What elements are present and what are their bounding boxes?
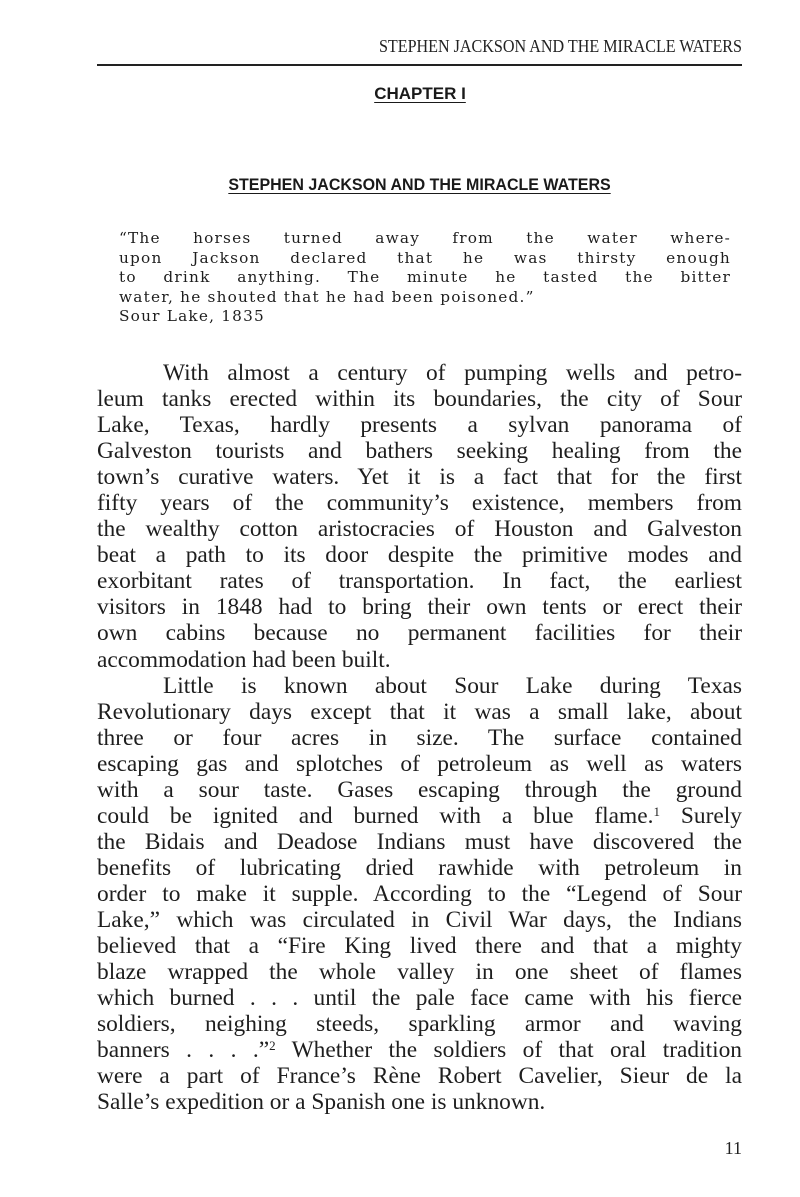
text-segment: Surely (680, 802, 742, 829)
text-line (97, 1037, 742, 1063)
text-line: with a sour taste. Gases escaping through the ground (97, 776, 742, 803)
text-line (97, 803, 742, 829)
paragraph (97, 360, 742, 673)
epigraph-attribution: Sour Lake, 1835 (119, 307, 265, 326)
text-line: Little is known about Sour Lake during Texas (163, 672, 742, 699)
text-line: fifty years of the community’s existence, members from (97, 490, 742, 517)
page-number: 11 (724, 1138, 742, 1158)
paragraph (97, 673, 742, 1116)
text-line: benefits of lubricating dried rawhide with petroleum in (97, 854, 742, 881)
epigraph-line: “The horses turned away from the water where- (119, 229, 731, 247)
text-line: Salle’s expedition or a Spanish one is unknown. (97, 1089, 546, 1116)
text-line: town’s curative waters. Yet it is a fact that for the first (97, 464, 742, 491)
text-line: which burned . . . until the pale face came with his fierce (97, 985, 742, 1012)
text-line: blaze wrapped the whole valley in one sheet of flames (97, 959, 742, 986)
text-line: visitors in 1848 had to bring their own tents or erect their (97, 594, 742, 621)
text-segment: banners . . . .” (97, 1037, 270, 1064)
epigraph-line: water, he shouted that he had been poisoned.” (119, 287, 535, 306)
text-line: escaping gas and splotches of petroleum as well as waters (97, 750, 742, 777)
running-header: STEPHEN JACKSON AND THE MIRACLE WATERS (378, 36, 742, 56)
text-line: the wealthy cotton aristocracies of Houston and Galveston (97, 516, 742, 543)
text-line: With almost a century of pumping wells and petro- (163, 360, 742, 386)
text-line: Lake, Texas, hardly presents a sylvan panorama of (97, 412, 742, 439)
text-line: exorbitant rates of transportation. In fact, the earliest (97, 568, 742, 595)
footnote-ref-1[interactable]: 1 (653, 803, 660, 819)
epigraph-line: upon Jackson declared that he was thirsty enough (119, 248, 731, 267)
epigraph-line: to drink anything. The minute he tasted the bitter (119, 268, 731, 287)
text-line: the Bidais and Deadose Indians must have discovered the (97, 828, 742, 855)
body-text (97, 360, 742, 1115)
text-line: beat a path to its door despite the primitive modes and (97, 542, 742, 569)
text-line: Revolutionary days except that it was a small lake, about (97, 698, 742, 725)
text-line: order to make it supple. According to the “Legend of Sour (97, 880, 742, 907)
text-segment: Whether the soldiers of that oral tradition (291, 1037, 743, 1064)
footnote-ref-2[interactable]: 2 (269, 1038, 276, 1054)
text-segment: could be ignited and burned with a blue flame. (97, 802, 654, 829)
text-line: Galveston tourists and bathers seeking healing from the (97, 438, 742, 465)
section-title: STEPHEN JACKSON AND THE MIRACLE WATERS (228, 176, 611, 194)
text-line: believed that a “Fire King lived there and that a mighty (97, 933, 742, 960)
chapter-heading: CHAPTER I (374, 84, 466, 103)
header-rule (97, 64, 742, 66)
text-line: three or four acres in size. The surface contained (97, 724, 742, 751)
text-line: were a part of France’s Rène Robert Cavelier, Sieur de la (97, 1063, 742, 1090)
text-line: soldiers, neighing steeds, sparkling armor and waving (97, 1011, 742, 1038)
text-line: own cabins because no permanent facilities for their (97, 620, 742, 647)
text-line: Lake,” which was circulated in Civil War days, the Indians (97, 906, 742, 933)
text-line: leum tanks erected within its boundaries, the city of Sour (97, 386, 742, 413)
epigraph (119, 229, 731, 327)
text-line: accommodation had been built. (97, 646, 391, 673)
